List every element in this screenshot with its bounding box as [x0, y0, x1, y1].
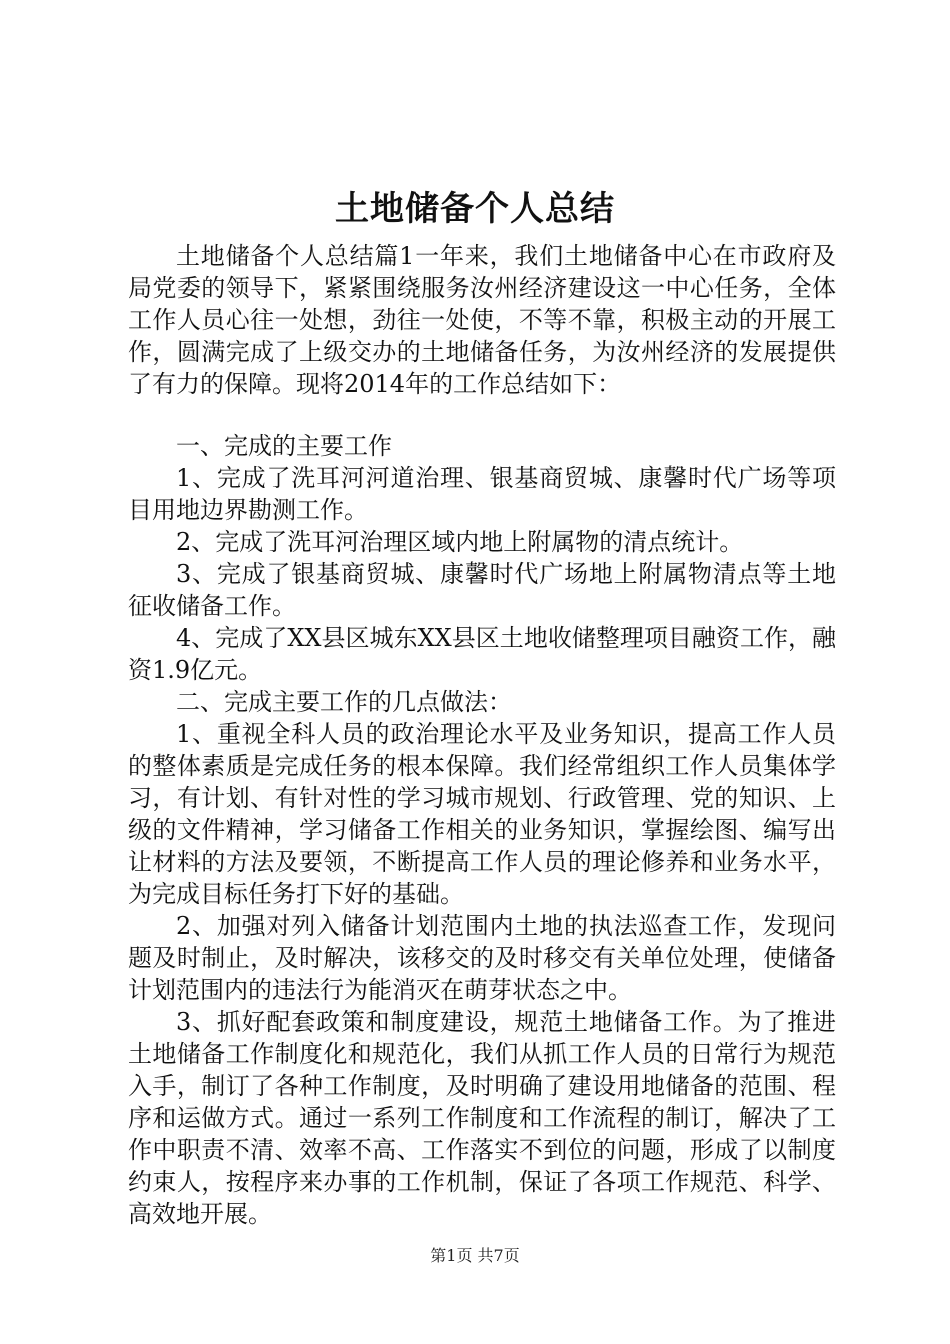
section-heading-2: 二、完成主要工作的几点做法： [176, 688, 512, 716]
document-body [128, 240, 836, 1230]
list-item: 2、加强对列入储备计划范围内土地的执法巡查工作，发现问题及时制止，及时解决，该移交的及时移交有关单位处理，使储备计划范围内的违法行为能消灭在萌芽状态之中。 [128, 912, 836, 1004]
list-item: 3、完成了银基商贸城、康馨时代广场地上附属物清点等土地征收储备工作。 [128, 560, 836, 620]
list-item: 1、完成了洗耳河河道治理、银基商贸城、康馨时代广场等项目用地边界勘测工作。 [128, 464, 836, 524]
paragraph-intro: 土地储备个人总结篇1一年来，我们土地储备中心在市政府及局党委的领导下，紧紧围绕服务汝州经济建设这一中心任务，全体工作人员心往一处想，劲往一处使，不等不靠，积极主动的开展工作，圆满完成了上级交办的土地储备任务，为汝州经济的发展提供了有力的保障。现将2014年的工作总结如下： [128, 242, 836, 398]
list-item: 4、完成了XX县区城东XX县区土地收储整理项目融资工作，融资1.9亿元。 [128, 624, 836, 684]
document-title: 土地储备个人总结 [335, 189, 615, 229]
page-footer: 第1页 共7页 [430, 1246, 520, 1265]
list-item: 2、完成了洗耳河治理区域内地上附属物的清点统计。 [176, 528, 744, 556]
section-heading-1: 一、完成的主要工作 [176, 432, 392, 460]
list-item: 3、抓好配套政策和制度建设，规范土地储备工作。为了推进土地储备工作制度化和规范化，我们从抓工作人员的日常行为规范入手，制订了各种工作制度，及时明确了建设用地储备的范围、程序和运做方式。通过一系列工作制度和工作流程的制订，解决了工作中职责不清、效率不高、工作落实不到位的问题，形成了以制度约束人，按程序来办事的工作机制，保证了各项工作规范、科学、高效地开展。 [128, 1008, 836, 1228]
list-item: 1、重视全科人员的政治理论水平及业务知识，提高工作人员的整体素质是完成任务的根本保障。我们经常组织工作人员集体学习，有计划、有针对性的学习城市规划、行政管理、党的知识、上级的文件精神，学习储备工作相关的业务知识，掌握绘图、编写出让材料的方法及要领，不断提高工作人员的理论修养和业务水平，为完成目标任务打下好的基础。 [128, 720, 836, 908]
